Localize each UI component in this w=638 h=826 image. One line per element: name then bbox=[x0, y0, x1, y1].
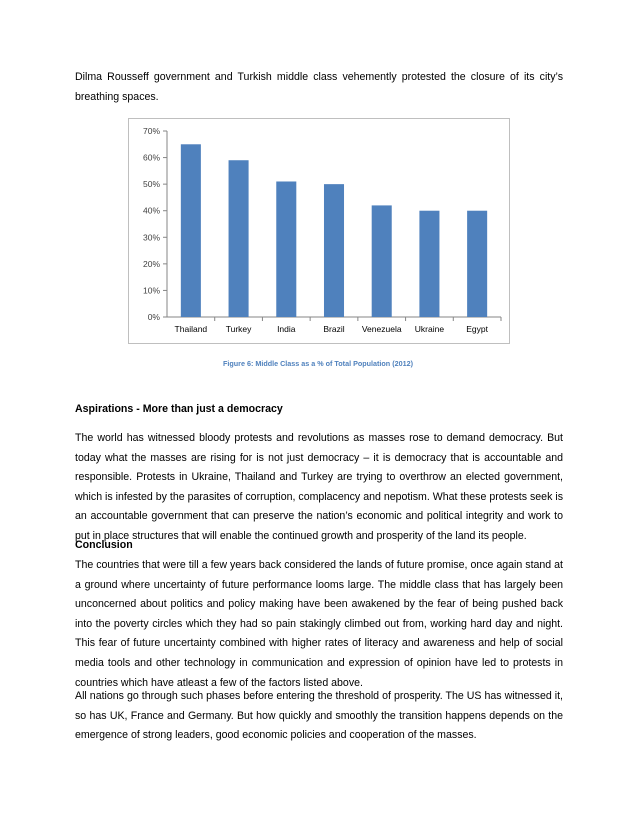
bar-egypt bbox=[467, 211, 487, 317]
intro-paragraph bbox=[75, 68, 563, 107]
intro-line-2: breathing spaces. bbox=[75, 90, 159, 103]
bar-chart bbox=[128, 118, 510, 344]
y-tick-label: 10% bbox=[142, 285, 160, 296]
bar-venezuela bbox=[372, 205, 392, 317]
x-tick-label: Venezuela bbox=[361, 324, 402, 334]
figure-caption: Figure 6: Middle Class as a % of Total Population (2012) bbox=[223, 359, 413, 368]
bar-brazil bbox=[324, 184, 344, 317]
section-heading-conclusion: Conclusion bbox=[75, 539, 133, 551]
x-tick-label: Egypt bbox=[466, 324, 489, 334]
y-tick-label: 50% bbox=[142, 179, 160, 190]
chart-svg bbox=[129, 119, 509, 343]
bar-india bbox=[276, 181, 296, 317]
y-tick-label: 40% bbox=[142, 205, 160, 216]
bar-thailand bbox=[181, 144, 201, 317]
conclusion-paragraph-1: The countries that were till a few years back considered the lands of future promise, once again stand at a ground where uncertainty of future performance looms large. The middle class that has largely been unconcerned about politics and policy making have been awakened by the fear of being pushed back into the poverty circles which they had so pain stakingly climbed out from, working hard day and night. This fear of future uncertainty combined with higher rates of literacy and awareness and help of social media tools and other technology in communication and expression of opinion have led to protests in countries which have atleast a few of the factors listed above. bbox=[75, 559, 563, 689]
conclusion-paragraph-2: All nations go through such phases before entering the threshold of prosperity. The US has witnessed it, so has UK, France and Germany. But how quickly and smoothly the transition happens depends on the emergence of strong leaders, good economic policies and cooperation of the masses. bbox=[75, 690, 563, 742]
section-heading-aspirations: Aspirations - More than just a democracy bbox=[75, 403, 283, 415]
x-tick-label: Ukraine bbox=[414, 324, 445, 334]
y-tick-label: 60% bbox=[142, 152, 160, 163]
x-tick-label: Turkey bbox=[225, 324, 252, 334]
x-tick-label: Thailand bbox=[174, 324, 208, 334]
y-tick-label: 20% bbox=[142, 258, 160, 269]
aspirations-paragraph: The world has witnessed bloody protests and revolutions as masses rose to demand democracy. But today what the masses are rising for is not just democracy – it is democracy that is accountable and responsible. Protests in Ukraine, Thailand and Turkey are trying to overthrow an elected government, which is infested by the parasites of corruption, complacency and nepotism. What these protests seek is an accountable government that can preserve the nation’s economic and political integrity and work to put in place structures that will enable the continued growth and prosperity of the land its people. bbox=[75, 432, 563, 542]
x-tick-label: Brazil bbox=[323, 324, 345, 334]
y-tick-label: 0% bbox=[147, 312, 160, 322]
x-tick-label: India bbox=[277, 324, 296, 334]
y-tick-label: 70% bbox=[142, 126, 160, 136]
bar-turkey bbox=[229, 160, 249, 317]
intro-line-1: Dilma Rousseff government and Turkish middle class vehemently protested the closure of its city’s bbox=[75, 71, 563, 83]
bar-ukraine bbox=[419, 211, 439, 317]
y-tick-label: 30% bbox=[142, 232, 160, 243]
